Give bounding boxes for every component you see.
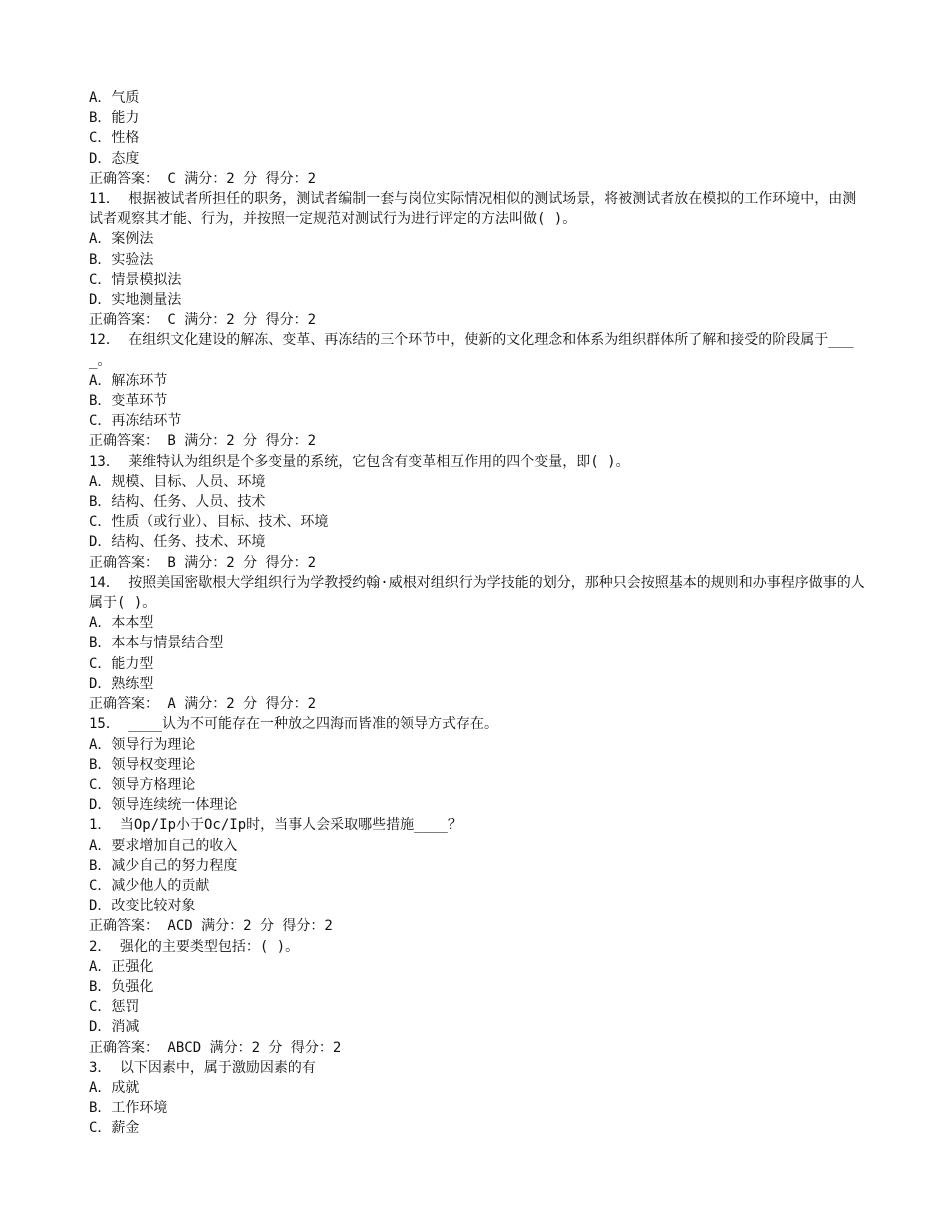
text-line: C．性格 [89, 130, 140, 147]
text-line: C．性质（或行业）、目标、技术、环境 [89, 514, 329, 531]
text-line: C．减少他人的贡献 [89, 877, 210, 894]
text-line: C．惩罚 [89, 999, 140, 1016]
text-line: A．要求增加自己的收入 [89, 837, 238, 854]
text-line: 正确答案： B 满分：2 分 得分：2 [89, 554, 317, 571]
text-line: D．结构、任务、技术、环境 [89, 534, 266, 551]
text-line: 11． 根据被试者所担任的职务，测试者编制一套与岗位实际情况相似的测试场景，将被测试者放在模拟的工作环境中，由测试者观察其才能、行为，并按照一定规范对测试行为进行评定的方法叫做( )。 [89, 191, 857, 228]
text-line: B．负强化 [89, 978, 154, 995]
text-line: 3． 以下因素中，属于激励因素的有 [89, 1059, 316, 1076]
text-line: A．本本型 [89, 615, 154, 632]
text-line: D．改变比较对象 [89, 898, 196, 915]
text-line: A．解冻环节 [89, 372, 168, 389]
text-line: B．减少自己的努力程度 [89, 857, 238, 874]
text-line: A．案例法 [89, 231, 154, 248]
text-line: C．领导方格理论 [89, 776, 196, 793]
text-line: 14． 按照美国密歇根大学组织行为学教授约翰·威根对组织行为学技能的划分，那种只会按照基本的规则和办事程序做事的人属于( )。 [89, 574, 865, 612]
text-line: 正确答案： A 满分：2 分 得分：2 [89, 696, 317, 713]
text-line: A．规模、目标、人员、环境 [89, 473, 266, 490]
text-line: 15． ____认为不可能存在一种放之四海而皆准的领导方式存在。 [89, 716, 498, 733]
text-line: 13． 莱维特认为组织是个多变量的系统，它包含有变革相互作用的四个变量，即( )。 [89, 453, 630, 470]
text-line: 正确答案： C 满分：2 分 得分：2 [89, 312, 317, 329]
text-line: C．情景模拟法 [89, 271, 182, 288]
document-page [89, 88, 869, 1139]
text-line: B．变革环节 [89, 393, 168, 410]
text-line: 正确答案： C 满分：2 分 得分：2 [89, 170, 317, 187]
text-line: B．本本与情景结合型 [89, 635, 224, 652]
text-line: D．态度 [89, 150, 140, 167]
text-line: A．正强化 [89, 958, 154, 975]
text-line: D．实地测量法 [89, 292, 182, 309]
text-line: B．领导权变理论 [89, 756, 196, 773]
text-line: C．薪金 [89, 1120, 140, 1137]
text-line: 1． 当Op/Ip小于Oc/Ip时，当事人会采取哪些措施____？ [89, 817, 462, 834]
text-line: 12． 在组织文化建设的解冻、变革、再冻结的三个环节中，使新的文化理念和体系为组织群体所了解和接受的阶段属于____。 [89, 332, 854, 369]
text-line: B．实验法 [89, 251, 154, 268]
text-line: A．成就 [89, 1079, 140, 1096]
text-line: 正确答案： ABCD 满分：2 分 得分：2 [89, 1039, 342, 1056]
text-line: B．工作环境 [89, 1100, 168, 1117]
text-line: C．再冻结环节 [89, 413, 182, 430]
text-line: D．消减 [89, 1019, 140, 1036]
text-line: 正确答案： ACD 满分：2 分 得分：2 [89, 918, 333, 935]
text-line: B．能力 [89, 110, 140, 127]
text-line: 2． 强化的主要类型包括：( )。 [89, 938, 300, 955]
text-line: 正确答案： B 满分：2 分 得分：2 [89, 433, 317, 450]
text-line: A．领导行为理论 [89, 736, 196, 753]
text-line: C．能力型 [89, 655, 154, 672]
text-line: D．领导连续统一体理论 [89, 797, 238, 814]
text-line: D．熟练型 [89, 675, 154, 692]
text-line: A．气质 [89, 90, 140, 106]
text-line: B．结构、任务、人员、技术 [89, 494, 266, 511]
